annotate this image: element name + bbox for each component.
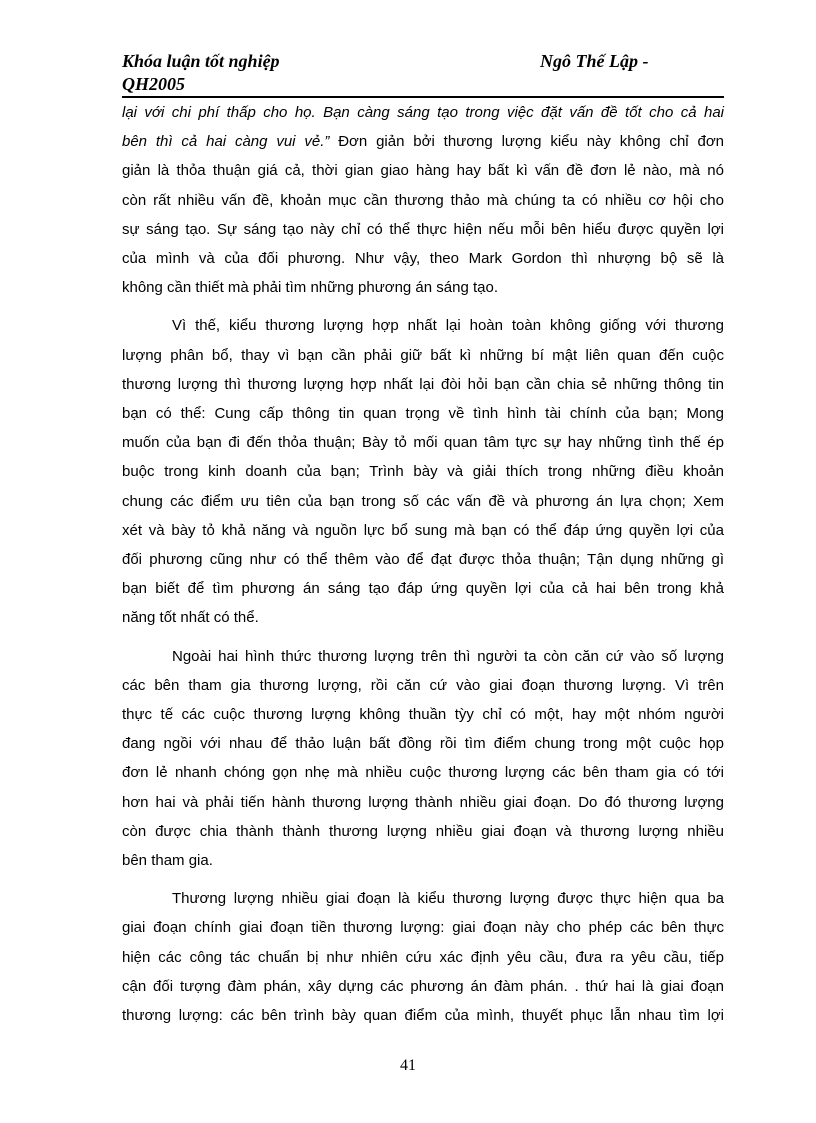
text-line: lại với chi phí thấp cho họ. Bạn càng sáng tạo trong việc đặt vấn đề tốt cho cả hai [122,104,724,121]
text-line: giai đoạn chính giai đoạn tiền thương lượng: giai đoạn này cho phép các bên thực [122,919,724,937]
text-line: bạn có thể: Cung cấp thông tin quan trọng về tình hình tài chính của bạn; Mong [122,405,724,423]
page-number: 41 [400,1057,416,1074]
text-line: bạn biết để tìm phương án sáng tạo đáp ứng quyền lợi của cả hai bên trong khả [122,580,724,598]
text-line: cận đối tượng đàm phán, xây dựng các phương án đàm phán. . thứ hai là giai đoạn [122,977,724,995]
text-line: còn được chia thành thành thương lượng nhiều giai đoạn và thương lượng nhiều [122,822,724,840]
text-line: còn rất nhiều vấn đề, khoản mục cần thương thảo mà chúng ta có nhiều cơ hội cho [122,191,724,209]
text-line: các bên tham gia thương lượng, rồi căn cứ vào giai đoạn thương lượng. Vì trên [122,676,724,694]
paragraph-1 [122,98,724,302]
header-class-code: QH2005 [122,74,185,94]
paragraph-4 [122,884,724,1030]
text-line: muốn của bạn đi đến thỏa thuận; Bày tỏ mối quan tâm tực sự hay những tình thế ép [122,434,724,452]
header-author: Ngô Thế Lập - [540,51,649,71]
text-line: đơn lẻ nhanh chóng gọn nhẹ mà nhiều cuộc thương lượng các bên tham gia có tới [122,764,724,782]
text-line: hơn hai và phải tiến hành thương lượng thành nhiều giai đoạn. Do đó thương lượng [122,793,724,811]
text-line: năng tốt nhất có thể. [122,609,259,627]
text-line: của mình và của đối phương. Như vậy, theo Mark Gordon thì nhượng bộ sẽ là [122,250,724,268]
paragraph-3 [122,642,724,876]
text-line: chung các điểm ưu tiên của bạn trong số các vấn đề và phương án lựa chọn; Xem [122,492,724,510]
text-line: thương lượng: các bên trình bày quan điểm của mình, thuyết phục lẫn nhau tìm lợi [122,1007,724,1025]
text-line: hiện các công tác chuẩn bị như nhiên cứu xác định yêu cầu, đưa ra yêu cầu, tiếp [122,948,724,966]
text-run: Đơn giản bởi thương lượng kiểu này không chỉ đơn [329,133,724,151]
text-line: thương lượng thì thương lượng hợp nhất lại đòi hỏi bạn cần chia sẻ những thông tin [122,375,724,393]
text-line: xét và bày tỏ khả năng và nguồn lực bổ sung mà bạn có thể đáp ứng quyền lợi của [122,521,724,539]
text-line: không cần thiết mà phải tìm những phương án sáng tạo. [122,279,498,297]
text-line: đang ngồi với nhau để thảo luận bất đồng rồi tìm điểm chung trong một cuộc họp [122,735,724,753]
text-line: đối phương cũng như có thể thêm vào để đạt được thỏa thuận; Tận dụng những gì [122,551,724,569]
text-line: thực tế các cuộc thương lượng không thuần tỳy chỉ có một, hay một nhóm người [122,706,724,724]
text-line: lượng phân bổ, thay vì bạn cần phải giữ bất kì những bí mật liên quan đến cuộc [122,346,724,364]
header-thesis-title: Khóa luận tốt nghiệp [122,51,280,71]
document-body [122,98,724,1030]
text-line: bên tham gia. [122,852,213,870]
text-line: buộc trong kinh doanh của bạn; Trình bày và giải thích trong những điều khoản [122,463,724,481]
text-line: Vì thế, kiểu thương lượng hợp nhất lại hoàn toàn không giống với thương [172,317,724,335]
quote-end: bên thì cả hai càng vui vẻ.” [122,133,330,151]
text-line: sự sáng tạo. Sự sáng tạo này chỉ có thể thực hiện nếu mỗi bên hiểu được quyền lợi [122,220,724,238]
paragraph-2 [122,311,724,632]
text-line: Ngoài hai hình thức thương lượng trên thì người ta còn căn cứ vào số lượng [172,647,724,665]
text-line [122,127,724,156]
text-line: Thương lượng nhiều giai đoạn là kiểu thương lượng được thực hiện qua ba [172,890,724,908]
text-line: giản là thỏa thuận giá cả, thời gian giao hàng hay bất kì vấn đề đơn lẻ nào, mà nó [122,162,724,180]
